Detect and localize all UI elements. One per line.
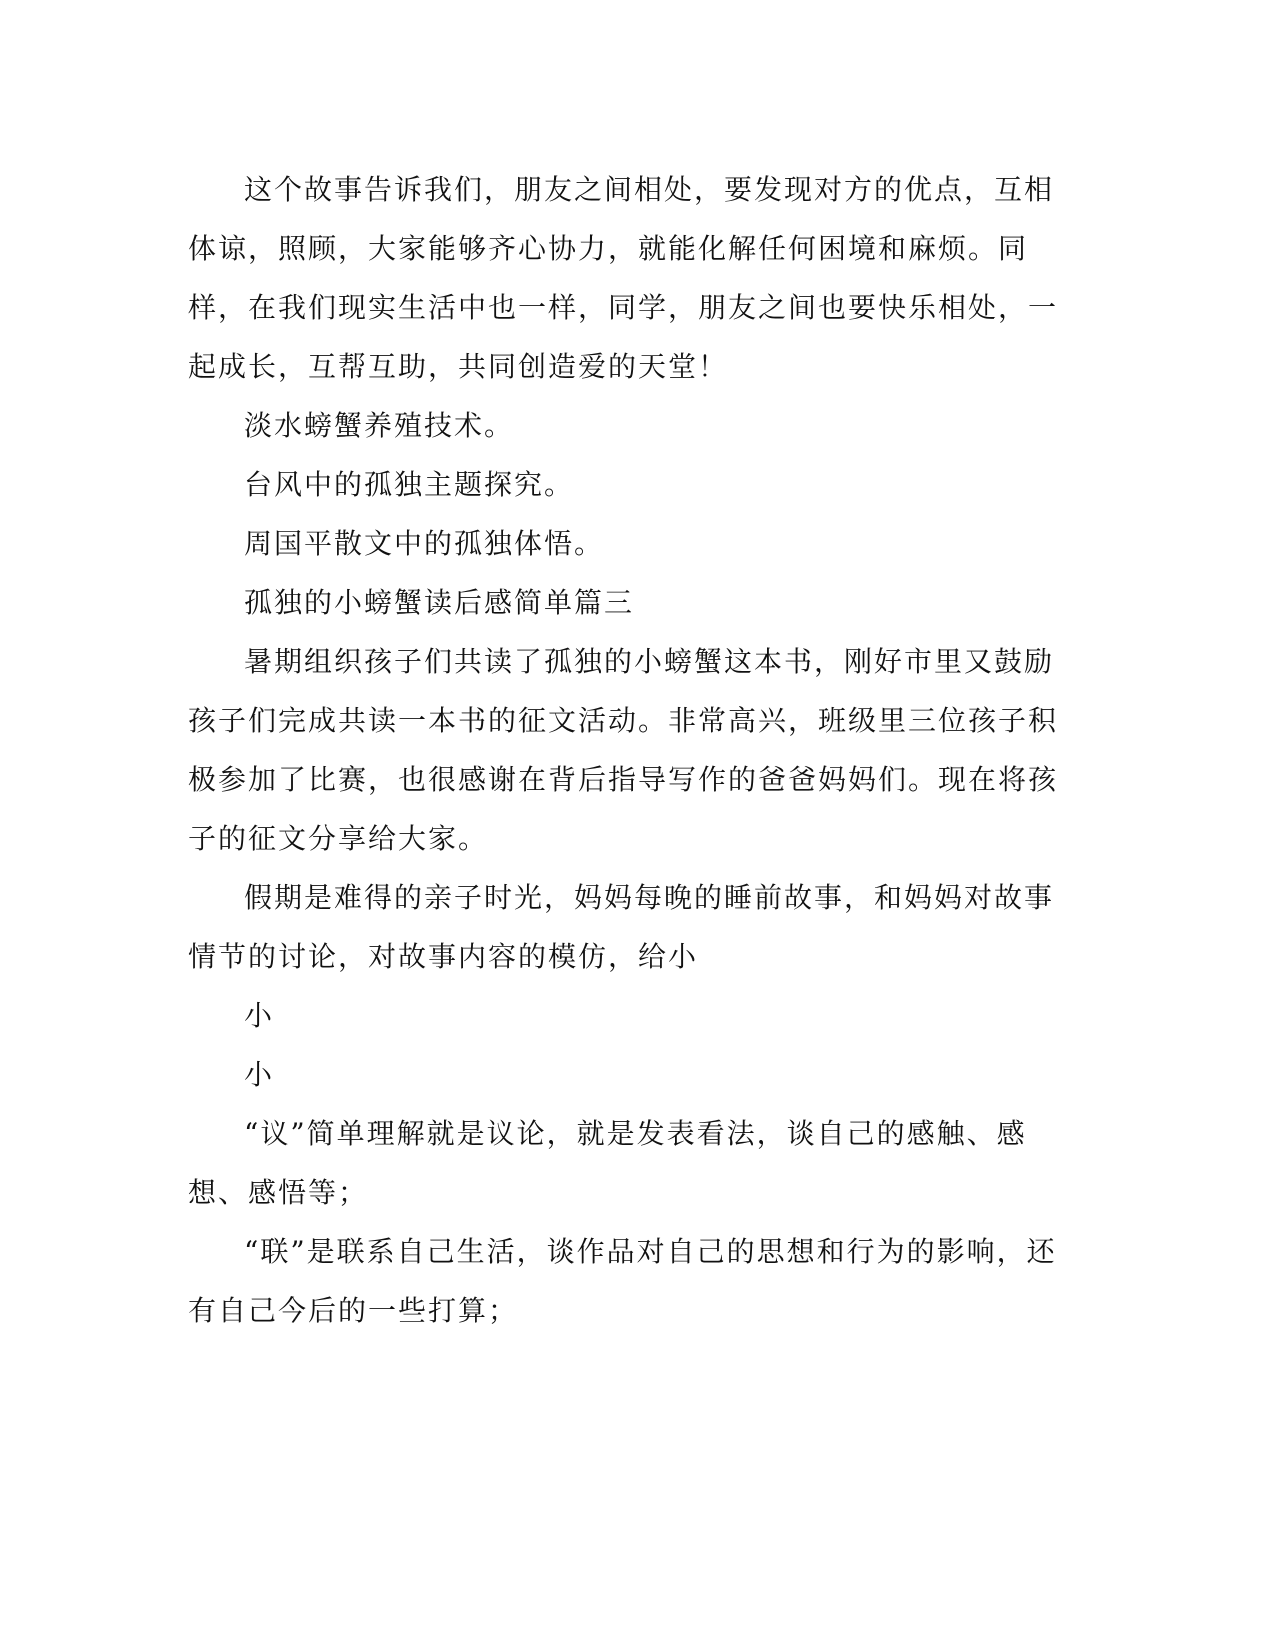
document-body (188, 160, 1068, 1340)
paragraph-crab-farming: 淡水螃蟹养殖技术。 (244, 409, 515, 442)
paragraph-fragment-1: 小 (244, 999, 275, 1032)
section-heading: 孤独的小螃蟹读后感简单篇三 (244, 586, 635, 619)
paragraph-holiday: 假期是难得的亲子时光，妈妈每晚的睡前故事，和妈妈对故事情节的讨论，对故事内容的模仿，给小 (188, 881, 1055, 973)
paragraph-summer-reading: 暑期组织孩子们共读了孤独的小螃蟹这本书，刚好市里又鼓励孩子们完成共读一本书的征文活动。非常高兴，班级里三位孩子积极参加了比赛，也很感谢在背后指导写作的爸爸妈妈们。现在将孩子的征文分享给大家。 (188, 645, 1059, 855)
paragraph-zhou-guoping: 周国平散文中的孤独体悟。 (244, 527, 605, 560)
paragraph-conclusion: 这个故事告诉我们，朋友之间相处，要发现对方的优点，互相体谅，照顾，大家能够齐心协力，就能化解任何困境和麻烦。同样，在我们现实生活中也一样，同学，朋友之间也要快乐相处，一起成长，互帮互助，共同创造爱的天堂！ (188, 173, 1059, 383)
paragraph-fragment-2: 小 (244, 1058, 275, 1091)
paragraph-yi: “议”简单理解就是议论，就是发表看法，谈自己的感触、感想、感悟等； (188, 1117, 1027, 1209)
paragraph-lian: “联”是联系自己生活，谈作品对自己的思想和行为的影响，还有自己今后的一些打算； (188, 1235, 1057, 1327)
paragraph-typhoon-theme: 台风中的孤独主题探究。 (244, 468, 575, 501)
